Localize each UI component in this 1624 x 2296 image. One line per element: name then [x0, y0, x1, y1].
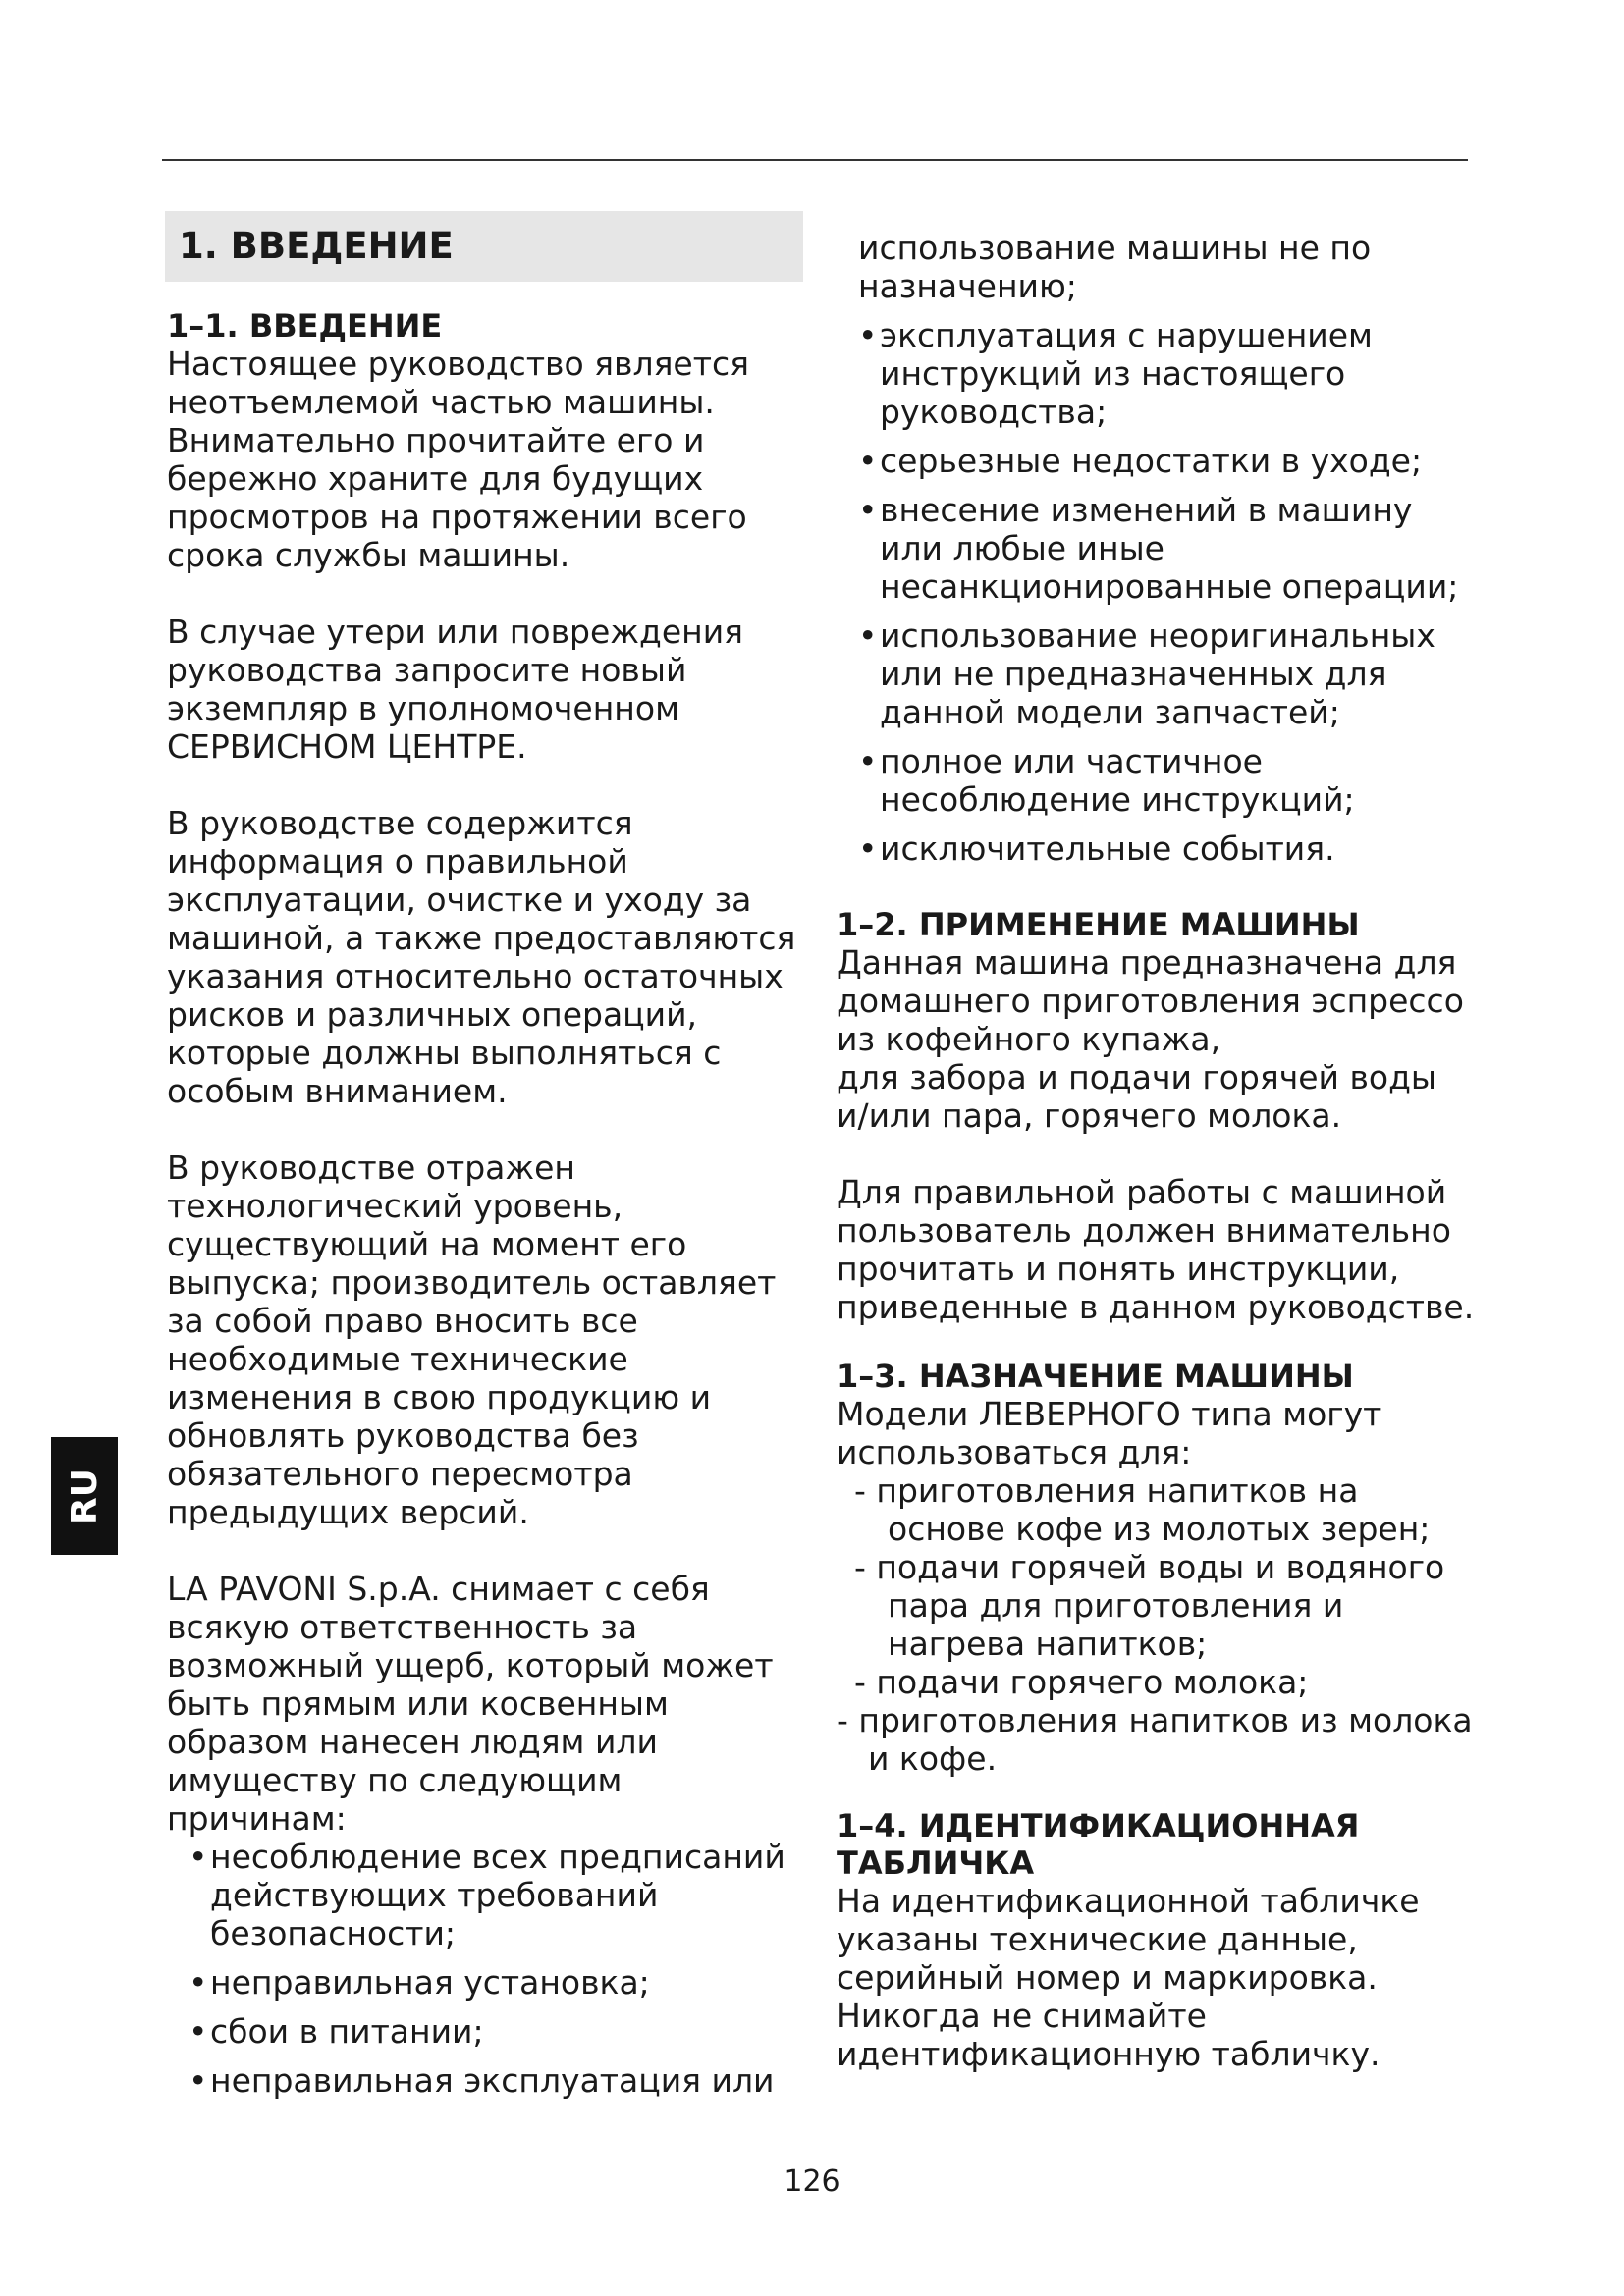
liability-continuation: использование машины не по назначению;: [858, 229, 1372, 305]
heading-1-3: 1–3. НАЗНАЧЕНИЕ МАШИНЫ: [837, 1358, 1354, 1395]
list-item: • внесение изменений в машину или любые иные несанкционированные операции;: [858, 491, 1475, 606]
list-item: • эксплуатация с нарушением инструкций из настоящего руководства;: [858, 316, 1475, 431]
right-column: [837, 229, 1475, 2073]
list-item: • серьезные недостатки в уходе;: [858, 442, 1475, 480]
list-item: • неправильная эксплуатация или: [189, 2061, 805, 2100]
list-item: • неправильная установка;: [189, 1963, 805, 2002]
left-column: [167, 211, 805, 2110]
heading-1-1: 1–1. ВВЕДЕНИЕ: [167, 307, 443, 345]
language-tab-label: RU: [64, 1468, 105, 1524]
list-item: - подачи горячей воды и водяного пара для приготовления и нагрева напитков;: [854, 1548, 1445, 1663]
intro-paragraph-3: В руководстве содержится информация о правильной эксплуатации, очистке и уходу за машиной, а также предоставляются указания относительно остаточных рисков и различных операций, которые должны выполняться с особым вниманием.: [167, 804, 796, 1110]
liability-list-continued: [858, 316, 1475, 868]
list-item: • сбои в питании;: [189, 2012, 805, 2051]
purpose-list: [837, 1471, 1475, 1778]
list-item: • исключительные события.: [858, 829, 1475, 868]
liability-paragraph: LA PAVONI S.p.A. снимает с себя всякую ответственность за возможный ущерб, который может быть прямым или косвенным образом нанесен людям или имуществу по следующим причинам:: [167, 1570, 774, 1838]
list-item: • использование неоригинальных или не предназначенных для данной модели запчастей;: [858, 616, 1475, 731]
liability-list: [189, 1838, 805, 2100]
language-tab: [51, 1437, 118, 1555]
header-rule: [162, 159, 1468, 161]
list-item: • несоблюдение всех предписаний действующих требований безопасности;: [189, 1838, 805, 1952]
purpose-paragraph: Модели ЛЕВЕРНОГО типа могут использоваться для:: [837, 1395, 1382, 1471]
section-title: 1. ВВЕДЕНИЕ: [165, 211, 803, 282]
list-item: - приготовления напитков из молока и кофе.: [837, 1701, 1473, 1778]
intro-paragraph-4: В руководстве отражен технологический уровень, существующий на момент его выпуска; производитель оставляет за собой право вносить все необходимые технические изменения в свою продукцию и обновлять руководства без обязательного пересмотра предыдущих версий.: [167, 1148, 777, 1531]
list-item: - приготовления напитков на основе кофе из молотых зерен;: [854, 1471, 1431, 1548]
heading-1-4: 1–4. ИДЕНТИФИКАЦИОННАЯ ТАБЛИЧКА: [837, 1807, 1360, 1882]
nameplate-paragraph: На идентификационной табличке указаны технические данные, серийный номер и маркировка. Никогда не снимайте идентификационную табличку.: [837, 1882, 1420, 2073]
usage-paragraph-1: Данная машина предназначена для домашнего приготовления эспрессо из кофейного купажа,: [837, 943, 1464, 1058]
usage-paragraph-3: Для правильной работы с машиной пользователь должен внимательно прочитать и понять инструкции, приведенные в данном руководстве.: [837, 1173, 1475, 1326]
intro-paragraph-2: В случае утери или повреждения руководства запросите новый экземпляр в уполномоченном СЕРВИСНОМ ЦЕНТРЕ.: [167, 613, 744, 766]
list-item: - подачи горячего молока;: [854, 1663, 1309, 1701]
usage-paragraph-2: для забора и подачи горячей воды и/или пара, горячего молока.: [837, 1058, 1436, 1135]
list-item: • полное или частичное несоблюдение инструкций;: [858, 742, 1475, 819]
page-number: 126: [784, 2164, 840, 2199]
heading-1-2: 1–2. ПРИМЕНЕНИЕ МАШИНЫ: [837, 906, 1360, 943]
intro-paragraph-1: Настоящее руководство является неотъемлемой частью машины. Внимательно прочитайте его и бережно храните для будущих просмотров на протяжении всего срока службы машины.: [167, 345, 749, 574]
